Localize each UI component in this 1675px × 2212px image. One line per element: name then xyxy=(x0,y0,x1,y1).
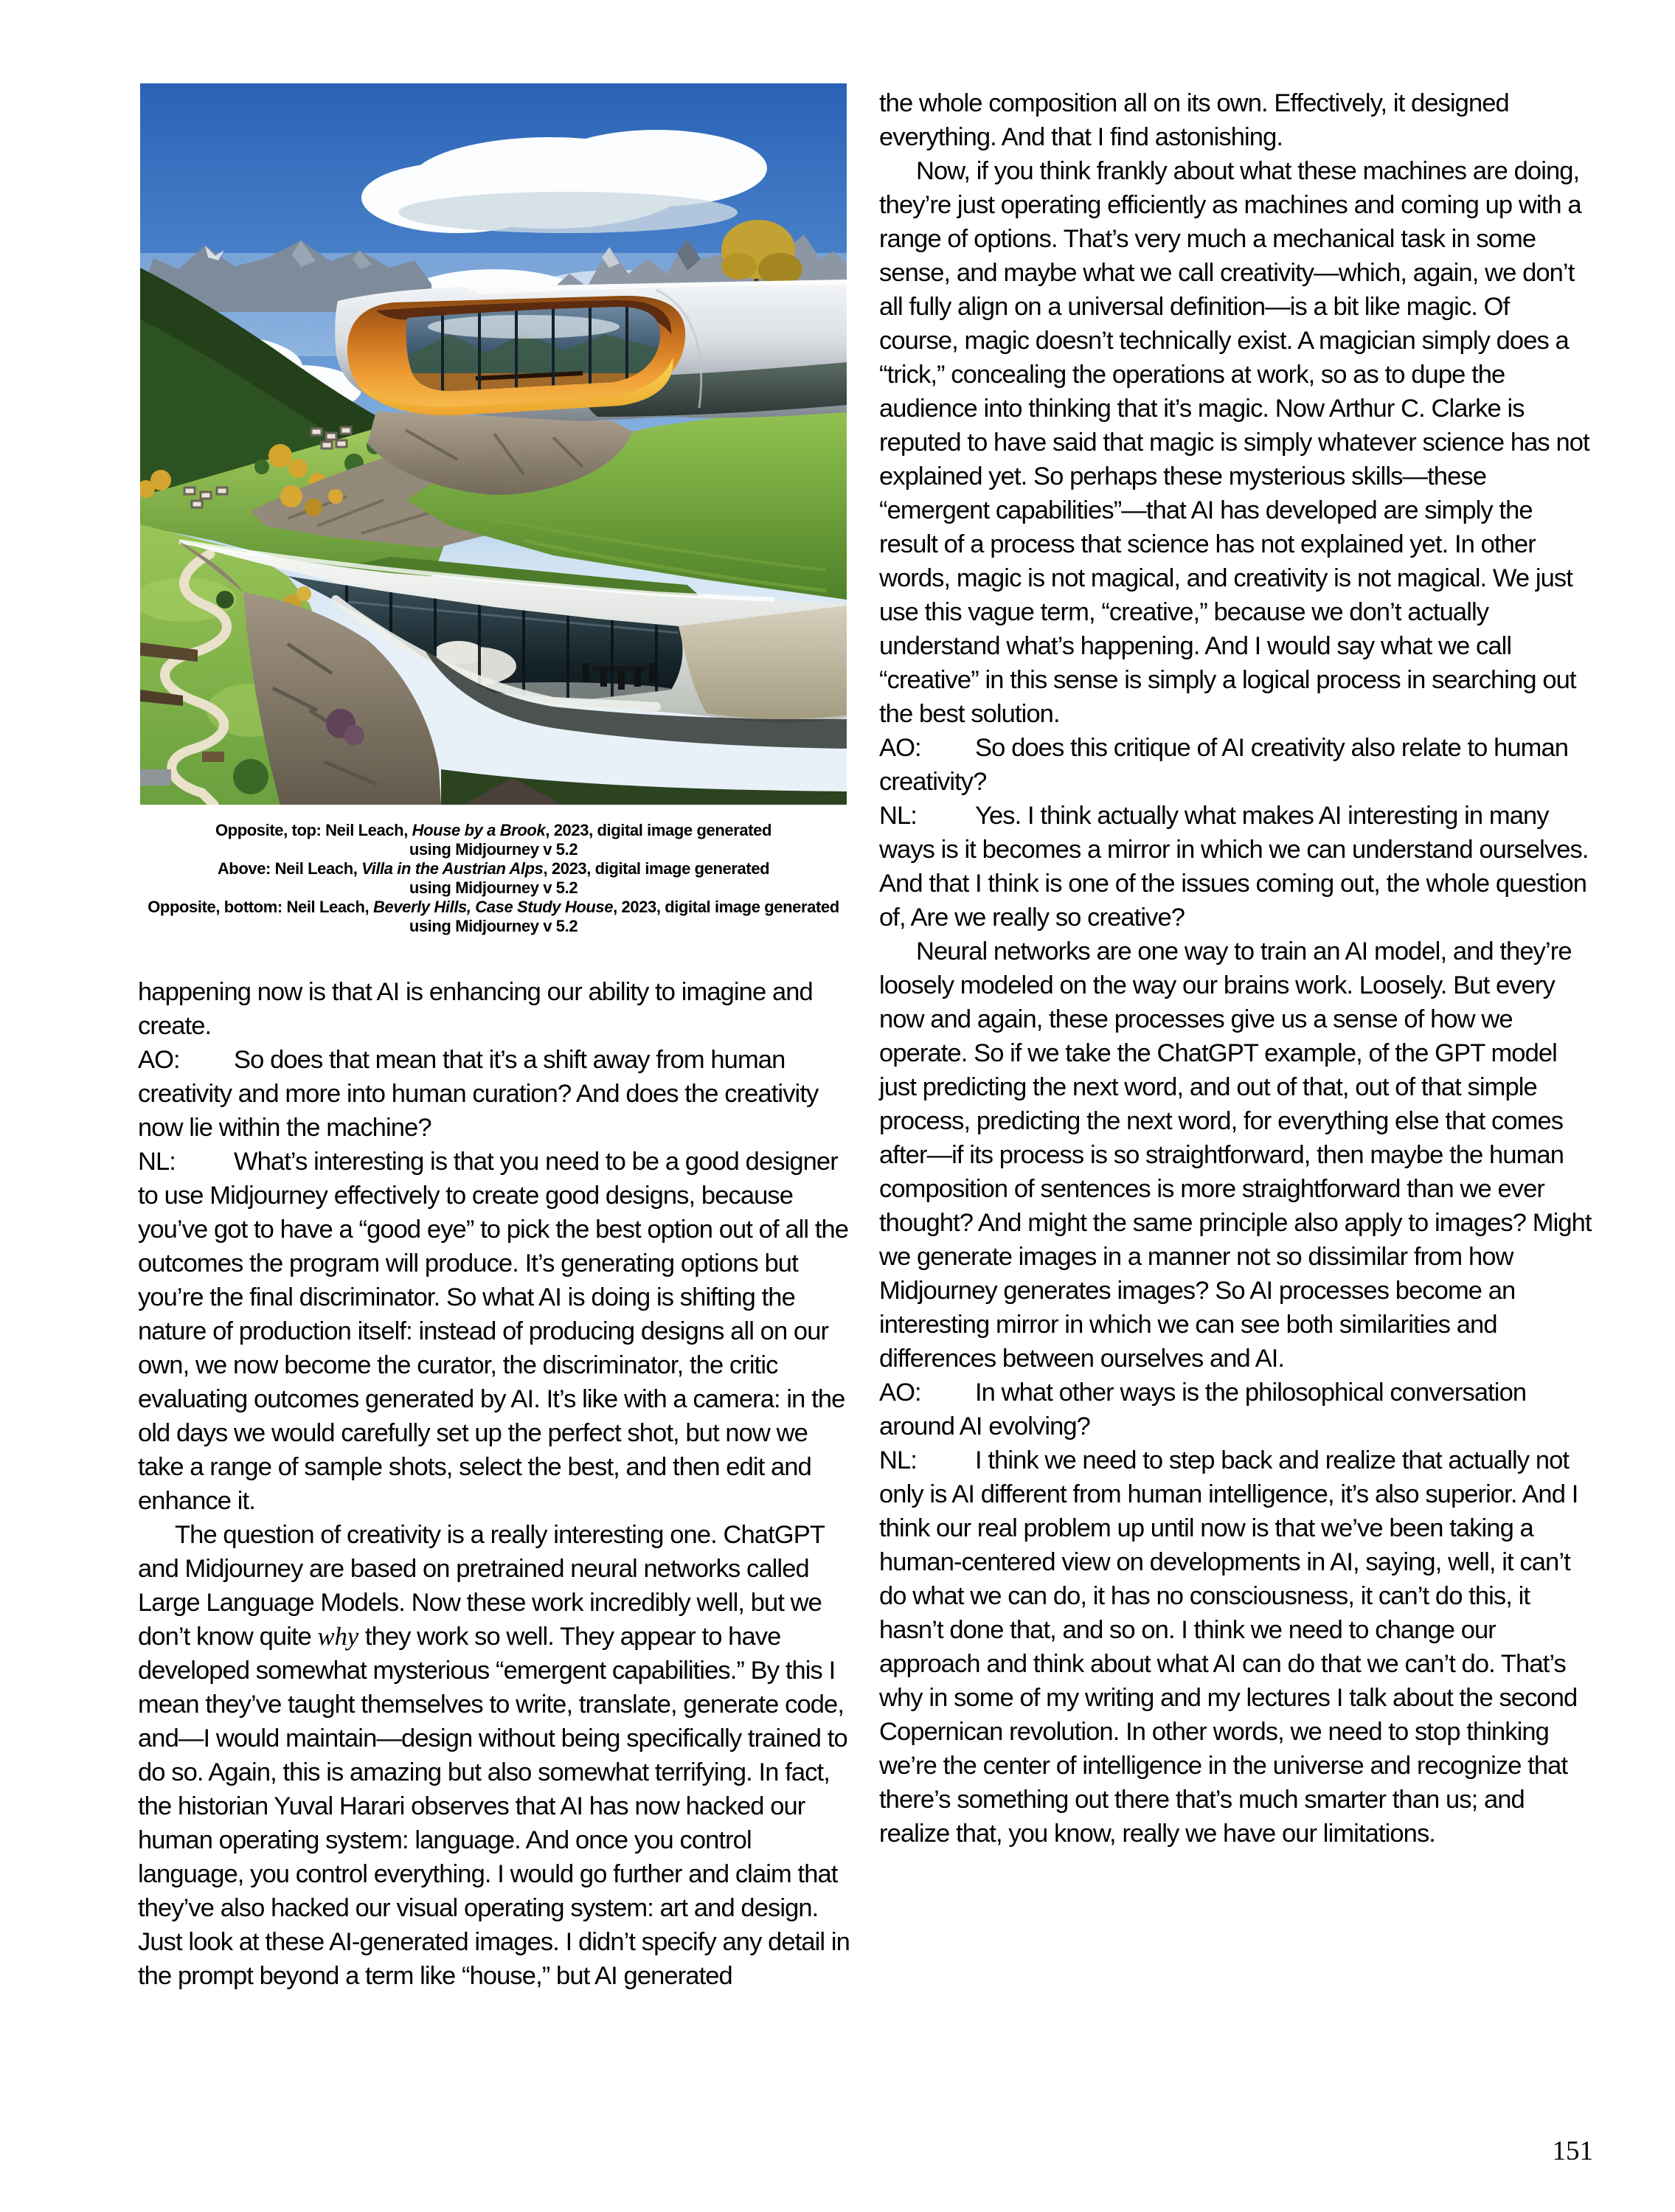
paragraph-continuation xyxy=(138,975,852,1043)
paragraph-neural xyxy=(879,935,1593,1376)
caption-text: , 2023, digital image generated xyxy=(545,821,772,839)
caption-line xyxy=(140,859,847,878)
emphasized-word: why xyxy=(317,1623,359,1651)
speaker-label-nl: NL: xyxy=(879,1446,917,1474)
speaker-label-nl: NL: xyxy=(138,1148,176,1176)
dialogue-text: What’s interesting is that you need to be a good designer to use Midjourney effectively to create good designs, because you’ve got to have a “good eye” to pick the best option out of all the outcomes the program will produce. It’s generating options but you’re the final discriminator. So what AI is doing is shifting the nature of production itself: instead of producing designs all on our own, we now become the curator, the discriminator, the critic evaluating outcomes generated by AI. It’s like with a camera: in the old days we would carefully set up the perfect shot, but now we take a range of sample shots, select the best, and then edit and enhance it. xyxy=(138,1148,849,1515)
caption-work-title: House by a Brook xyxy=(412,821,546,839)
dialogue-text: In what other ways is the philosophical conversation around AI evolving? xyxy=(879,1379,1527,1440)
upper-house xyxy=(335,280,847,421)
page-number: 151 xyxy=(1552,2136,1593,2166)
paragraph-text: they work so well. They appear to have developed somewhat mysterious “emergent capabilities.” By this I mean they’ve taught themselves to write, translate, generate code, and—I would maintain—design without being specifically trained to do so. Again, this is amazing but also somewhat terrifying. In fact, the historian Yuval Harari observes that AI has now hacked our human operating system: language. And once you control language, you control everything. I would go further and claim that they’ve also hacked our visual operating system: art and design. Just look at these AI-generated images. I didn’t specify any detail in the prompt beyond a term like “house,” but AI generated xyxy=(138,1623,850,1990)
dialogue-text: I think we need to step back and realize that actually not only is AI different from human intelligence, it’s also superior. And I think our real problem up until now is that we’ve been taking a human-centered view on developments in AI, saying, well, it can’t do what we can do, it has no consciousness, it can’t do this, it hasn’t done that, and so on. I think we need to change our approach and think about what AI can do that we can’t do. That’s why in some of my writing and my lectures I talk about the second Copernican revolution. In other words, we need to stop thinking we’re the center of intelligence in the universe and recognize that there’s something out there that’s much smarter than us; and realize that, you know, really we have our limitations. xyxy=(879,1446,1578,1848)
paragraph-text: The question of creativity is a really interesting one. ChatGPT and Midjourney are based on pretrained neural networks called Large Language Models. Now these work incredibly well, but we don’t know quite xyxy=(138,1521,825,1651)
article-photo xyxy=(140,83,847,805)
left-column xyxy=(138,975,852,1993)
dialogue-text: So does this critique of AI creativity also relate to human creativity? xyxy=(879,734,1569,796)
dialogue-text: So does that mean that it’s a shift away from human creativity and more into human curation? And does the creativity now lie within the machine? xyxy=(138,1046,819,1142)
image-caption xyxy=(140,821,847,936)
dialogue-nl xyxy=(879,1443,1593,1851)
paragraph-text: Neural networks are one way to train an AI model, and they’re loosely modeled on the way our brains work. Loosely. But every now and again, these processes give us a sense of how we operate. So if we take the ChatGPT example, of the GPT model just predicting the next word, and out of that, out of that simple process, predicting the next word, for everything else that comes after—if its process is so straightforward, then maybe the human composition of sentences is more straightforward than we ever thought? And might the same principle also apply to images? Might we generate images in a manner not so dissimilar from how Midjourney generates images? So AI processes become an interesting mirror in which we can see both similarities and differences between ourselves and AI. xyxy=(879,937,1592,1373)
caption-text: Opposite, top: Neil Leach, xyxy=(215,821,412,839)
speaker-label-ao: AO: xyxy=(879,734,921,762)
caption-work-title: Villa in the Austrian Alps xyxy=(361,859,544,878)
paragraph-text: the whole composition all on its own. Effectively, it designed everything. And that I find astonishing. xyxy=(879,89,1509,151)
caption-text: using Midjourney v 5.2 xyxy=(409,878,578,897)
villa-in-the-austrian-alps-image xyxy=(140,83,847,805)
caption-text: using Midjourney v 5.2 xyxy=(409,917,578,935)
caption-text: , 2023, digital image generated xyxy=(613,898,839,916)
caption-line xyxy=(140,898,847,917)
dialogue-nl xyxy=(879,799,1593,935)
caption-line xyxy=(140,917,847,936)
dialogue-ao xyxy=(879,1376,1593,1443)
speaker-label-nl: NL: xyxy=(879,802,917,830)
caption-work-title: Beverly Hills, Case Study House xyxy=(373,898,614,916)
right-column xyxy=(879,86,1593,1851)
caption-line xyxy=(140,878,847,898)
dialogue-text: Yes. I think actually what makes AI interesting in many ways is it becomes a mirror in which we can understand ourselves. And that I think is one of the issues coming out, the whole question of, Are we really so creative? xyxy=(879,802,1589,932)
caption-line xyxy=(140,840,847,859)
paragraph-continuation xyxy=(879,86,1593,154)
paragraph-machines xyxy=(879,154,1593,731)
paragraph-creativity xyxy=(138,1518,852,1993)
speaker-label-ao: AO: xyxy=(879,1379,921,1407)
dialogue-ao xyxy=(138,1043,852,1145)
caption-line xyxy=(140,821,847,840)
speaker-label-ao: AO: xyxy=(138,1046,180,1074)
caption-text: , 2023, digital image generated xyxy=(543,859,770,878)
dialogue-ao xyxy=(879,731,1593,799)
dialogue-nl xyxy=(138,1145,852,1518)
paragraph-text: happening now is that AI is enhancing our ability to imagine and create. xyxy=(138,978,813,1040)
caption-text: using Midjourney v 5.2 xyxy=(409,840,578,859)
caption-text: Above: Neil Leach, xyxy=(217,859,362,878)
paragraph-text: Now, if you think frankly about what these machines are doing, they’re just operating efficiently as machines and coming up with a range of options. That’s very much a mechanical task in some sense, and maybe what we call creativity—which, again, we don’t all fully align on a universal definition—is a bit like magic. Of course, magic doesn’t technically exist. A magician simply does a “trick,” concealing the operations at work, so as to dupe the audience into thinking that it’s magic. Now Arthur C. Clarke is reputed to have said that magic is simply whatever science has not explained yet. So perhaps these mysterious skills—these “emergent capabilities”—that AI has developed are simply the result of a process that science has not explained yet. In other words, magic is not magical, and creativity is not magical. We just use this vague term, “creative,” because we don’t actually understand what’s happening. And I would say what we call “creative” in this sense is simply a logical process in searching out the best solution. xyxy=(879,157,1589,728)
caption-text: Opposite, bottom: Neil Leach, xyxy=(148,898,373,916)
